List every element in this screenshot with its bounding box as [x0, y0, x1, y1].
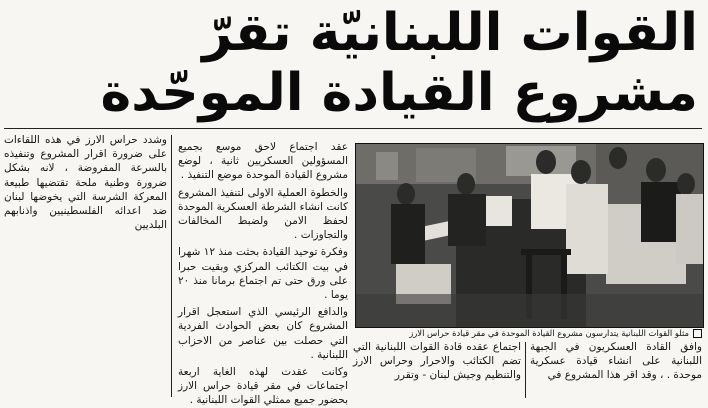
- article-column-middle: [178, 140, 348, 407]
- article-column-bottom-middle: [353, 340, 521, 400]
- paragraph: اجتماع عقده قادة القوات اللبنانية التي تضم الكتائب والاحرار وحراس الارز والتنظيم وجيش لبنان - وتقرر: [353, 341, 521, 382]
- caption-square-icon: [693, 329, 702, 338]
- news-photo: [355, 143, 704, 328]
- column-divider-bottom: [525, 342, 526, 398]
- paragraph: والخطوة العملية الاولى لتنفيذ المشروع كانت انشاء الشرطة العسكرية الموحدة لحفظ الامن ولضبط المخالفات والتجاوزات .: [178, 186, 348, 242]
- column-divider-left: [171, 135, 172, 397]
- photo-illustration: [356, 144, 703, 327]
- headline-line-1: القوات اللبنانيّة تقرّ: [202, 3, 698, 63]
- paragraph: والدافع الرئيسي الذي استعجل اقرار المشروع كان بعض الحوادث الفردية التي حصلت بين عناصر من الاحزاب اللبنانية .: [178, 306, 348, 361]
- article-column-bottom-right: [530, 340, 702, 400]
- headline-line-2: مشروع القيادة الموحّدة: [100, 63, 698, 123]
- paragraph: وكانت عقدت لهذه الغاية اربعة اجتماعات في مقر قيادة حراس الارز بحضور جميع ممثلي القوات اللبنانية .: [178, 366, 348, 407]
- paragraph: عقد اجتماع لاحق موسع بجميع المسؤولين العسكريين ثانية ، لوضع مشروع القيادة الموحدة موضع التنفيذ .: [178, 141, 348, 182]
- photo-caption: [355, 327, 702, 339]
- paragraph: وفكرة توحيد القيادة بحثت منذ ١٢ شهرا في بيت الكتائب المركزي وبقيت حبرا على ورق حتى تم اجتماع برمانا منذ ٢٠ يوما .: [178, 246, 348, 302]
- caption-text: مثلو القوات اللبنانية يتدارسون مشروع القيادة الموحدة في مقر قيادة حراس الارز: [409, 328, 689, 338]
- article-column-left: [4, 133, 167, 273]
- paragraph: وشدد حراس الارز في هذه اللقاءات على ضرورة اقرار المشروع وتنفيذه بالسرعة المفروضة ، لانه بشكل ضرورة وطنية ملحة تقتضيها طبيعة المعركة الشرسة التي يخوضها لبنان ضد اعدائه الفلسطينيين واذنابهم البلديين: [4, 134, 167, 232]
- paragraph: وافق القادة العسكريون في الجبهة اللبنانية على انشاء قيادة عسكرية موحدة . ، وقد اقر هذا المشروع في: [530, 341, 702, 382]
- headline-divider: [4, 128, 702, 129]
